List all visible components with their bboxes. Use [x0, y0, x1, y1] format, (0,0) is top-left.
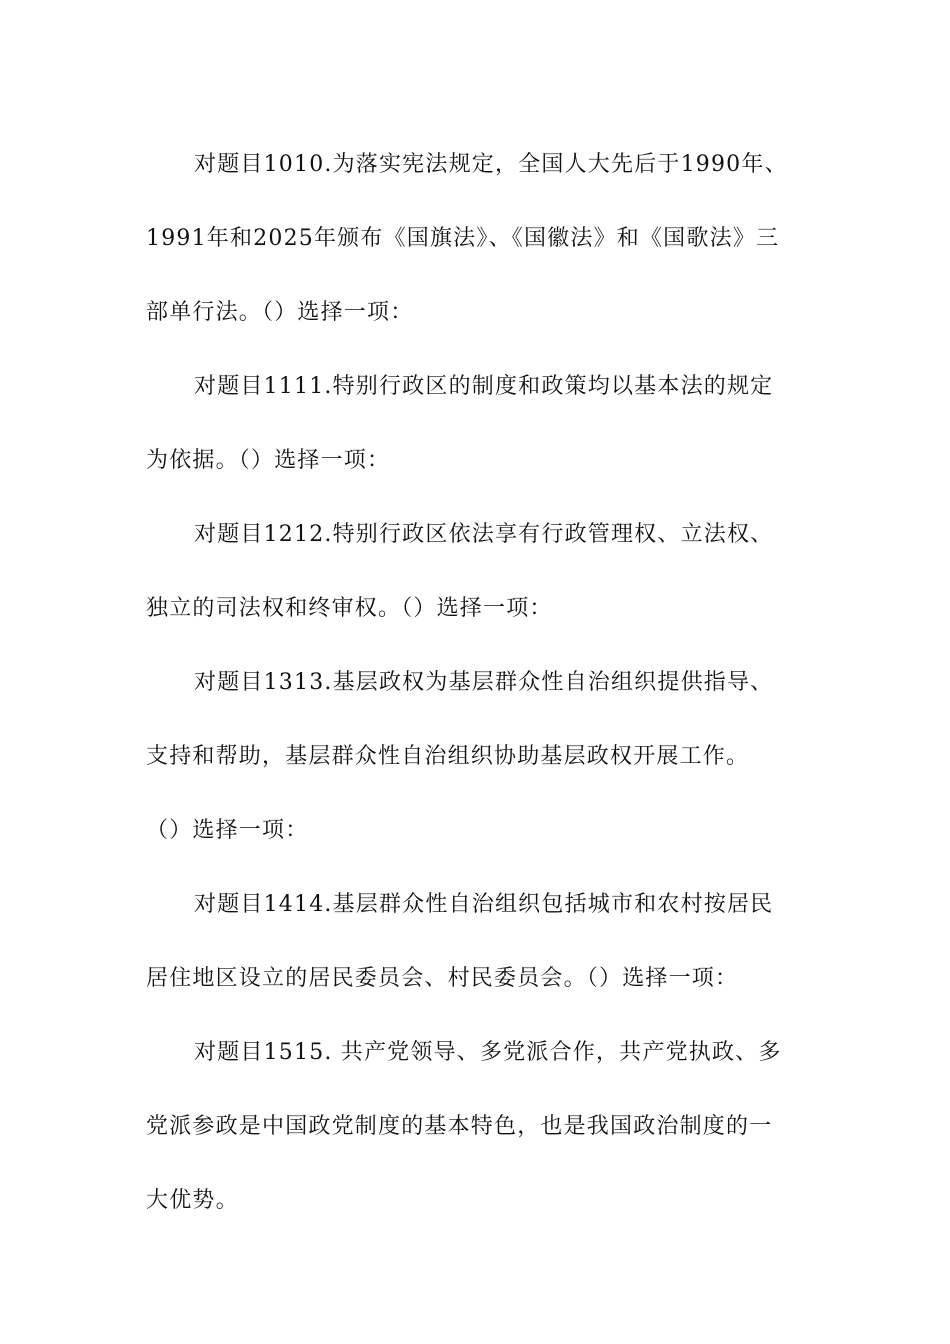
- text-line: 对题目1212.特别行政区依法享有行政管理权、立法权、: [194, 522, 774, 547]
- text-line: 1991年和2025年颁布《国旗法》、《国徽法》和《国歌法》三: [146, 226, 780, 251]
- question-1515: [146, 1016, 810, 1238]
- question-1111: [146, 350, 810, 498]
- text-line: 部单行法。（）选择一项：: [146, 300, 414, 325]
- text-line: 支持和帮助，基层群众性自治组织协助基层政权开展工作。: [146, 744, 750, 769]
- text-line: 居住地区设立的居民委员会、村民委员会。（）选择一项：: [146, 966, 739, 991]
- text-line: 为依据。（）选择一项：: [146, 448, 391, 473]
- question-1414: [146, 868, 810, 1016]
- question-1010: [146, 128, 810, 350]
- document-body: [146, 128, 810, 1238]
- text-line: （）选择一项：: [146, 818, 309, 843]
- text-line: 独立的司法权和终审权。（）选择一项：: [146, 596, 553, 621]
- text-line: 对题目1515. 共产党领导、多党派合作，共产党执政、多: [194, 1040, 782, 1065]
- text-line: 对题目1111.特别行政区的制度和政策均以基本法的规定: [194, 374, 774, 399]
- text-line: 党派参政是中国政党制度的基本特色，也是我国政治制度的一: [146, 1114, 773, 1139]
- text-line: 大优势。: [146, 1188, 239, 1213]
- question-1212: [146, 498, 810, 646]
- question-1313: [146, 646, 810, 868]
- text-line: 对题目1414.基层群众性自治组织包括城市和农村按居民: [194, 892, 774, 917]
- text-line: 对题目1313.基层政权为基层群众性自治组织提供指导、: [194, 670, 774, 695]
- text-line: 对题目1010.为落实宪法规定，全国人大先后于1990年、: [194, 152, 788, 177]
